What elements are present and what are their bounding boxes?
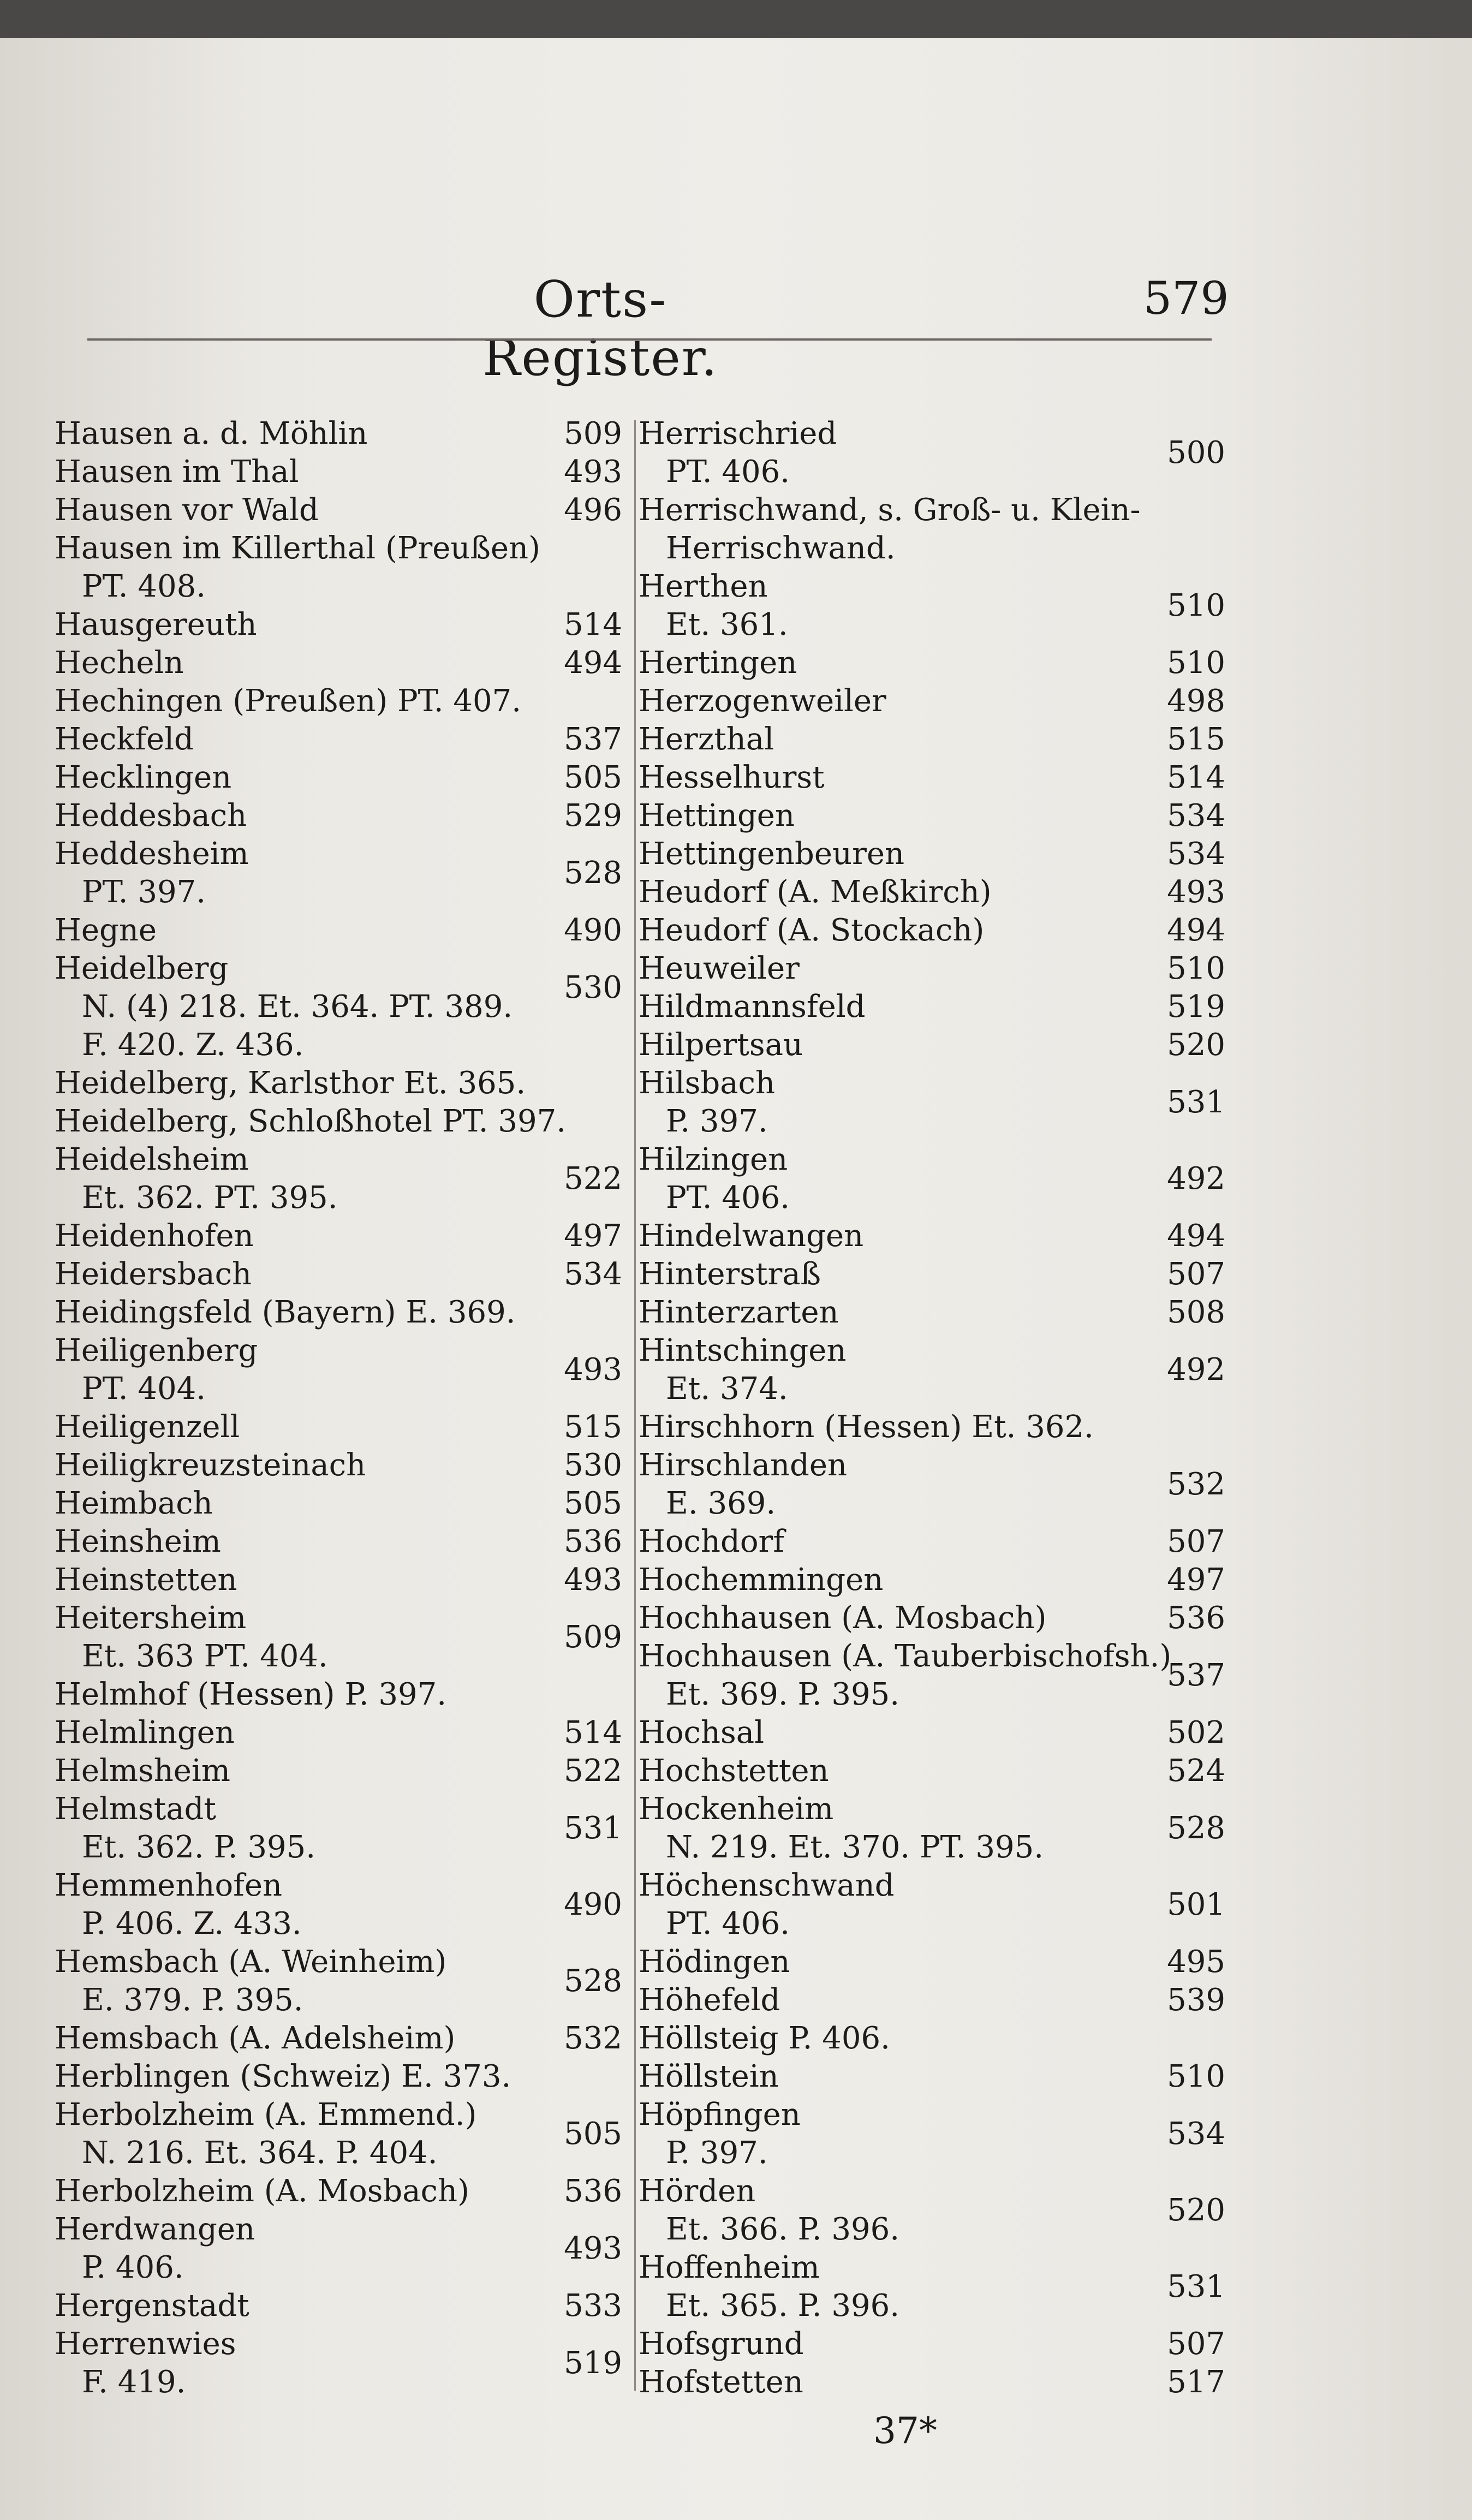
entry-reference: PT. 408.	[82, 569, 206, 604]
index-entry	[639, 1255, 1225, 1294]
entry-page-number: 514	[564, 1715, 622, 1750]
entry-reference: Et. 362. P. 395.	[82, 1830, 316, 1865]
entry-reference: Et. 366. P. 396.	[666, 2212, 900, 2247]
entry-page-number: 537	[1167, 1658, 1225, 1693]
entry-page-number: 505	[564, 2116, 622, 2152]
entry-name: Heidersbach	[55, 1256, 252, 1292]
entry-name: Hecklingen	[55, 760, 232, 795]
entry-name: Herbolzheim (A. Emmend.)	[55, 2097, 477, 2132]
index-entry	[55, 2058, 622, 2096]
index-entry	[55, 1867, 622, 1943]
index-entry	[55, 2172, 622, 2211]
entry-reference: Herrischwand.	[666, 531, 896, 566]
entry-name: Heinstetten	[55, 1562, 237, 1598]
index-entry	[639, 950, 1225, 988]
entry-name: Hettingenbeuren	[639, 836, 905, 872]
entry-name: Hemsbach (A. Adelsheim)	[55, 2021, 456, 2056]
entry-reference: E. 369.	[666, 1486, 776, 1521]
entry-page-number: 529	[564, 798, 622, 833]
entry-name: Helmstadt	[55, 1791, 216, 1827]
entry-page-number: 514	[1167, 760, 1225, 795]
index-entry	[55, 1523, 622, 1561]
entry-name: Hochemmingen	[639, 1562, 884, 1598]
entry-name: Hertingen	[639, 645, 797, 681]
entry-page-number: 507	[1167, 1524, 1225, 1559]
entry-page-number: 493	[1167, 874, 1225, 910]
signature-mark: 37*	[873, 2410, 937, 2452]
entry-page-number: 509	[564, 1619, 622, 1655]
index-entry	[639, 912, 1225, 950]
entry-name: Hochhausen (A. Mosbach)	[639, 1600, 1047, 1636]
entry-name: Hausen im Killerthal (Preußen)	[55, 531, 540, 566]
entry-name: Heinsheim	[55, 1524, 221, 1559]
entry-name: Hoffenheim	[639, 2250, 820, 2285]
entry-page-number: 495	[1167, 1944, 1225, 1980]
index-entry	[639, 1332, 1225, 1408]
entry-page-number: 507	[1167, 1256, 1225, 1292]
entry-page-number: 498	[1167, 683, 1225, 719]
entry-name: Hirschhorn (Hessen) Et. 362.	[639, 1409, 1094, 1445]
entry-reference: N. 216. Et. 364. P. 404.	[82, 2135, 438, 2171]
index-entry	[639, 1026, 1225, 1064]
entry-name: Herblingen (Schweiz) E. 373.	[55, 2059, 511, 2094]
entry-page-number: 510	[1167, 588, 1225, 623]
entry-page-number: 536	[564, 2173, 622, 2209]
entry-page-number: 533	[564, 2288, 622, 2324]
index-entry	[639, 988, 1225, 1026]
entry-reference: Et. 362. PT. 395.	[82, 1180, 338, 1216]
entry-page-number: 528	[1167, 1810, 1225, 1846]
entry-name: Hausen im Thal	[55, 454, 299, 490]
entry-reference: P. 406. Z. 433.	[82, 1906, 302, 1941]
index-entry	[639, 1446, 1225, 1523]
entry-page-number: 520	[1167, 1027, 1225, 1063]
index-entry	[639, 1408, 1225, 1446]
entry-name: Hemmenhofen	[55, 1868, 283, 1903]
entry-page-number: 494	[1167, 1218, 1225, 1254]
entry-reference: N. (4) 218. Et. 364. PT. 389.	[82, 989, 513, 1024]
entry-name: Herdwangen	[55, 2212, 255, 2247]
entry-page-number: 530	[564, 970, 622, 1005]
entry-name: Hausgereuth	[55, 607, 257, 642]
index-entry	[639, 1523, 1225, 1561]
entry-page-number: 530	[564, 1447, 622, 1483]
entry-name: Hochdorf	[639, 1524, 785, 1559]
entry-name: Höchenschwand	[639, 1868, 895, 1903]
index-entry	[55, 1294, 622, 1332]
entry-name: Hettingen	[639, 798, 795, 833]
index-entry	[639, 2249, 1225, 2325]
entry-page-number: 534	[1167, 2116, 1225, 2152]
entry-name: Herzthal	[639, 722, 774, 757]
entry-page-number: 505	[564, 760, 622, 795]
index-entry	[639, 1714, 1225, 1752]
entry-name: Heiligenberg	[55, 1333, 258, 1368]
entry-page-number: 528	[564, 855, 622, 891]
entry-page-number: 517	[1167, 2364, 1225, 2400]
entry-name: Hörden	[639, 2173, 756, 2209]
entry-reference: PT. 406.	[666, 1906, 790, 1941]
entry-page-number: 515	[1167, 722, 1225, 757]
index-entry	[55, 1103, 622, 1141]
entry-name: Hildmannsfeld	[639, 989, 866, 1024]
entry-name: Herrenwies	[55, 2326, 236, 2362]
index-entry	[55, 415, 622, 453]
index-entry	[639, 1943, 1225, 1981]
index-entry	[55, 1141, 622, 1217]
entry-page-number: 494	[564, 645, 622, 681]
index-entry	[55, 759, 622, 797]
index-entry	[639, 1790, 1225, 1867]
entry-page-number: 532	[564, 2021, 622, 2056]
index-entry	[55, 1217, 622, 1255]
index-entry	[55, 606, 622, 644]
entry-name: Herrischried	[639, 416, 837, 451]
index-entry	[55, 2096, 622, 2172]
entry-name: Helmhof (Hessen) P. 397.	[55, 1677, 447, 1712]
entry-name: Heudorf (A. Meßkirch)	[639, 874, 992, 910]
entry-page-number: 522	[564, 1753, 622, 1789]
index-entry	[639, 759, 1225, 797]
entry-page-number: 524	[1167, 1753, 1225, 1789]
index-entry	[55, 1332, 622, 1408]
entry-name: Hofstetten	[639, 2364, 803, 2400]
entry-page-number: 493	[564, 1562, 622, 1598]
index-entry	[55, 1714, 622, 1752]
entry-name: Heudorf (A. Stockach)	[639, 913, 985, 948]
entry-name: Hegne	[55, 913, 157, 948]
entry-name: Hesselhurst	[639, 760, 825, 795]
index-entry	[55, 1485, 622, 1523]
entry-name: Heddesheim	[55, 836, 249, 872]
entry-page-number: 522	[564, 1161, 622, 1196]
entry-page-number: 502	[1167, 1715, 1225, 1750]
entry-page-number: 514	[564, 607, 622, 642]
entry-name: Hemsbach (A. Weinheim)	[55, 1944, 447, 1980]
entry-page-number: 510	[1167, 645, 1225, 681]
entry-reference: PT. 406.	[666, 1180, 790, 1216]
entry-name: Heuweiler	[639, 951, 800, 986]
entry-page-number: 505	[564, 1486, 622, 1521]
index-entry	[639, 797, 1225, 835]
entry-name: Herrischwand, s. Groß- u. Klein-	[639, 492, 1141, 528]
entry-name: Hochhausen (A. Tauberbischofsh.)	[639, 1639, 1172, 1674]
entry-reference: PT. 404.	[82, 1371, 206, 1407]
entry-name: Herzogenweiler	[639, 683, 886, 719]
index-entry	[639, 682, 1225, 720]
entry-page-number: 507	[1167, 2326, 1225, 2362]
entry-page-number: 500	[1167, 435, 1225, 470]
index-entry	[55, 1599, 622, 1676]
entry-name: Heidelberg, Schloßhotel PT. 397.	[55, 1104, 567, 1139]
index-entry	[55, 2287, 622, 2325]
entry-page-number: 497	[564, 1218, 622, 1254]
index-entry	[55, 2211, 622, 2287]
entry-name: Heidelberg	[55, 951, 229, 986]
entry-page-number: 493	[564, 454, 622, 490]
entry-name: Hecheln	[55, 645, 184, 681]
column-divider	[634, 420, 636, 2391]
entry-page-number: 493	[564, 2231, 622, 2266]
entry-name: Hinterzarten	[639, 1295, 839, 1330]
entry-reference: Et. 363 PT. 404.	[82, 1639, 328, 1674]
entry-name: Hausen vor Wald	[55, 492, 319, 528]
index-entry	[639, 1752, 1225, 1790]
index-entry	[639, 2019, 1225, 2058]
index-entry	[55, 1790, 622, 1867]
entry-reference: Et. 361.	[666, 607, 788, 642]
entry-page-number: 528	[564, 1963, 622, 1999]
entry-name: Hindelwangen	[639, 1218, 864, 1254]
index-entry	[55, 1752, 622, 1790]
index-entry	[639, 873, 1225, 912]
entry-name: Höllsteig P. 406.	[639, 2021, 890, 2056]
book-page	[0, 38, 1472, 2520]
entry-name: Heidelberg, Karlsthor Et. 365.	[55, 1065, 526, 1101]
entry-page-number: 531	[1167, 2269, 1225, 2304]
entry-page-number: 519	[1167, 989, 1225, 1024]
entry-page-number: 536	[1167, 1600, 1225, 1636]
entry-name: Heidelsheim	[55, 1142, 249, 1177]
index-entry	[639, 1599, 1225, 1637]
entry-page-number: 531	[564, 1810, 622, 1846]
entry-name: Hödingen	[639, 1944, 790, 1980]
entry-reference: Et. 365. P. 396.	[666, 2288, 900, 2324]
entry-page-number: 508	[1167, 1295, 1225, 1330]
entry-name: Höllstein	[639, 2059, 779, 2094]
index-entry	[639, 568, 1225, 644]
entry-page-number: 510	[1167, 951, 1225, 986]
index-entry	[639, 1141, 1225, 1217]
index-entry	[639, 2325, 1225, 2363]
entry-name: Heimbach	[55, 1486, 213, 1521]
index-entry	[55, 1676, 622, 1714]
entry-name: Herthen	[639, 569, 768, 604]
entry-reference: P. 406.	[82, 2250, 184, 2285]
entry-page-number: 490	[564, 1887, 622, 1922]
scan-dark-edge	[0, 0, 1472, 38]
entry-reference: P. 397.	[666, 2135, 768, 2171]
entry-reference: N. 219. Et. 370. PT. 395.	[666, 1830, 1044, 1865]
left-column	[55, 415, 622, 2402]
index-entry	[55, 1408, 622, 1446]
index-entry	[55, 1064, 622, 1103]
index-entry	[639, 644, 1225, 682]
entry-name: Herbolzheim (A. Mosbach)	[55, 2173, 469, 2209]
entry-reference: PT. 397.	[82, 874, 206, 910]
index-entry	[55, 1446, 622, 1485]
entry-page-number: 496	[564, 492, 622, 528]
entry-page-number: 509	[564, 416, 622, 451]
entry-name: Heckfeld	[55, 722, 194, 757]
entry-page-number: 536	[564, 1524, 622, 1559]
index-entry	[55, 1561, 622, 1599]
index-entry	[639, 1981, 1225, 2019]
entry-name: Hochsal	[639, 1715, 765, 1750]
entry-reference: Et. 374.	[666, 1371, 788, 1407]
entry-page-number: 493	[564, 1352, 622, 1387]
entry-name: Hilsbach	[639, 1065, 776, 1101]
entry-name: Heidenhofen	[55, 1218, 254, 1254]
index-entry	[639, 415, 1225, 491]
index-entry	[55, 1943, 622, 2019]
entry-page-number: 534	[564, 1256, 622, 1292]
entry-name: Helmsheim	[55, 1753, 230, 1789]
entry-name: Hochstetten	[639, 1753, 829, 1789]
index-entry	[639, 835, 1225, 873]
entry-name: Höhefeld	[639, 1982, 780, 2018]
index-entry	[639, 1064, 1225, 1141]
entry-reference: PT. 406.	[666, 454, 790, 490]
entry-page-number: 492	[1167, 1161, 1225, 1196]
entry-reference: Et. 369. P. 395.	[666, 1677, 900, 1712]
entry-name: Heiligenzell	[55, 1409, 240, 1445]
entry-name: Hirschlanden	[639, 1447, 848, 1483]
entry-page-number: 515	[564, 1409, 622, 1445]
entry-page-number: 520	[1167, 2193, 1225, 2228]
index-entry	[55, 644, 622, 682]
index-entry	[55, 720, 622, 759]
entry-page-number: 490	[564, 913, 622, 948]
entry-page-number: 534	[1167, 798, 1225, 833]
index-entry	[639, 720, 1225, 759]
entry-name: Hofsgrund	[639, 2326, 804, 2362]
entry-page-number: 492	[1167, 1352, 1225, 1387]
page-number: 579	[1143, 273, 1229, 325]
index-entry	[55, 2325, 622, 2402]
entry-name: Hilpertsau	[639, 1027, 803, 1063]
header-rule	[87, 338, 1212, 341]
index-entry	[55, 453, 622, 491]
entry-page-number: 494	[1167, 913, 1225, 948]
entry-reference: F. 419.	[82, 2364, 186, 2400]
entry-name: Hergenstadt	[55, 2288, 249, 2324]
index-entry	[55, 912, 622, 950]
entry-reference: P. 397.	[666, 1104, 768, 1139]
index-entry	[55, 2019, 622, 2058]
entry-reference: E. 379. P. 395.	[82, 1982, 303, 2018]
index-entry	[55, 682, 622, 720]
index-entry	[639, 2172, 1225, 2249]
index-entry	[639, 2058, 1225, 2096]
index-entry	[639, 491, 1225, 568]
entry-reference: F. 420. Z. 436.	[82, 1027, 304, 1063]
index-entry	[639, 1217, 1225, 1255]
entry-name: Hinterstraß	[639, 1256, 821, 1292]
entry-name: Heiligkreuzsteinach	[55, 1447, 366, 1483]
entry-page-number: 510	[1167, 2059, 1225, 2094]
index-entry	[639, 1294, 1225, 1332]
index-entry	[639, 1637, 1225, 1714]
index-entry	[55, 950, 622, 1064]
page-title: Orts-Register.	[482, 270, 718, 387]
index-entry	[55, 491, 622, 529]
index-entry	[639, 2363, 1225, 2402]
index-entry	[55, 1255, 622, 1294]
entry-page-number: 531	[1167, 1085, 1225, 1120]
entry-page-number: 539	[1167, 1982, 1225, 2018]
index-entry	[639, 1561, 1225, 1599]
right-column	[639, 415, 1225, 2402]
index-entry	[55, 797, 622, 835]
entry-page-number: 534	[1167, 836, 1225, 872]
entry-name: Heddesbach	[55, 798, 247, 833]
entry-page-number: 532	[1167, 1467, 1225, 1502]
entry-name: Heitersheim	[55, 1600, 247, 1636]
entry-name: Hechingen (Preußen) PT. 407.	[55, 683, 522, 719]
entry-name: Heidingsfeld (Bayern) E. 369.	[55, 1295, 516, 1330]
entry-name: Hintschingen	[639, 1333, 847, 1368]
entry-name: Hausen a. d. Möhlin	[55, 416, 368, 451]
entry-name: Helmlingen	[55, 1715, 235, 1750]
index-entry	[55, 529, 622, 606]
entry-page-number: 501	[1167, 1887, 1225, 1922]
index-entry	[55, 835, 622, 912]
entry-page-number: 497	[1167, 1562, 1225, 1598]
entry-name: Höpfingen	[639, 2097, 801, 2132]
entry-page-number: 519	[564, 2345, 622, 2381]
index-entry	[639, 2096, 1225, 2172]
entry-page-number: 537	[564, 722, 622, 757]
index-entry	[639, 1867, 1225, 1943]
entry-name: Hilzingen	[639, 1142, 788, 1177]
entry-name: Hockenheim	[639, 1791, 834, 1827]
